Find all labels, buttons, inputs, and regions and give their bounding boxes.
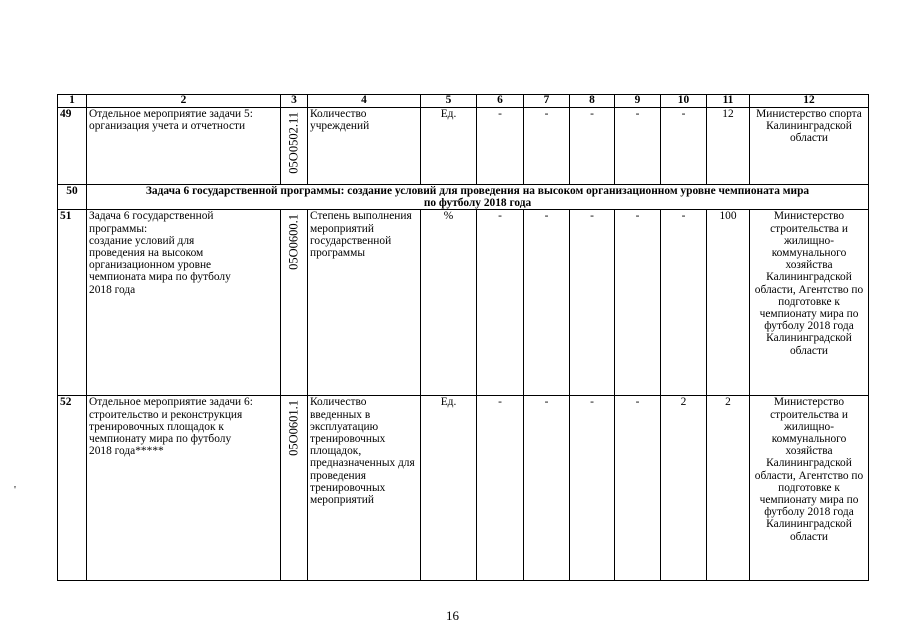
measure-name: Отдельное мероприятие задачи 5: организация учета и отчетности: [87, 108, 281, 185]
value-col7: -: [524, 396, 570, 581]
value-col9: -: [615, 396, 661, 581]
value-col8: -: [570, 108, 615, 185]
row-number: 52: [58, 396, 87, 581]
indicators-table: [57, 94, 869, 581]
value-col9: -: [615, 210, 661, 396]
header-row: [58, 95, 869, 108]
indicator-name: Степень выполнения мероприятий государственной программы: [308, 210, 421, 396]
header-cell: 12: [750, 95, 869, 108]
value-col6: -: [477, 396, 524, 581]
table-row: [58, 108, 869, 185]
indicator-name: Количество учреждений: [308, 108, 421, 185]
value-col8: -: [570, 210, 615, 396]
value-col7: -: [524, 210, 570, 396]
header-cell: 7: [524, 95, 570, 108]
header-cell: 9: [615, 95, 661, 108]
value-col7: -: [524, 108, 570, 185]
value-col10: -: [661, 108, 707, 185]
header-cell: 1: [58, 95, 87, 108]
budget-code: 05O0502.11: [286, 112, 301, 174]
value-col6: -: [477, 108, 524, 185]
header-cell: 10: [661, 95, 707, 108]
row-number: 49: [58, 108, 87, 185]
header-cell: 3: [281, 95, 308, 108]
header-cell: 5: [421, 95, 477, 108]
value-col6: -: [477, 210, 524, 396]
table-row: [58, 210, 869, 396]
header-cell: 4: [308, 95, 421, 108]
value-col10: -: [661, 210, 707, 396]
header-cell: 8: [570, 95, 615, 108]
task-title: Задача 6 государственной программы: создание условий для проведения на высоком организационном уровне чемпионата мира по футболу 2018 года: [87, 185, 869, 210]
page-number: 16: [446, 608, 459, 623]
value-col9: -: [615, 108, 661, 185]
margin-mark: ': [14, 484, 16, 496]
value-col8: -: [570, 396, 615, 581]
value-col11: 100: [707, 210, 750, 396]
value-col11: 2: [707, 396, 750, 581]
measure-name: Задача 6 государственной программы: создание условий для проведения на высоком организационном уровне чемпионата мира по футболу 2018 года: [87, 210, 281, 396]
table-row: [58, 396, 869, 581]
unit: Ед.: [421, 108, 477, 185]
code-cell: [281, 108, 308, 185]
indicator-name: Количество введенных в эксплуатацию тренировочных площадок, предназначенных для проведения тренировочных мероприятий: [308, 396, 421, 581]
responsible: Министерство строительства и жилищно-коммунального хозяйства Калининградской области, Агентство по подготовке к чемпионату мира по футболу 2018 года Калининградской области: [750, 396, 869, 581]
table-row: [58, 185, 869, 210]
code-cell: [281, 396, 308, 581]
responsible: Министерство спорта Калининградской области: [750, 108, 869, 185]
responsible: Министерство строительства и жилищно-коммунального хозяйства Калининградской области, Агентство по подготовке к чемпионату мира по футболу 2018 года Калининградской области: [750, 210, 869, 396]
header-cell: 11: [707, 95, 750, 108]
header-cell: 2: [87, 95, 281, 108]
budget-code: 05O0600.1: [286, 214, 301, 271]
code-cell: [281, 210, 308, 396]
row-number: 51: [58, 210, 87, 396]
header-cell: 6: [477, 95, 524, 108]
value-col10: 2: [661, 396, 707, 581]
value-col11: 12: [707, 108, 750, 185]
row-number: 50: [58, 185, 87, 210]
measure-name: Отдельное мероприятие задачи 6: строительство и реконструкция тренировочных площадок к чемпионату мира по футболу 2018 года*****: [87, 396, 281, 581]
budget-code: 05O0601.1: [286, 400, 301, 457]
unit: %: [421, 210, 477, 396]
unit: Ед.: [421, 396, 477, 581]
